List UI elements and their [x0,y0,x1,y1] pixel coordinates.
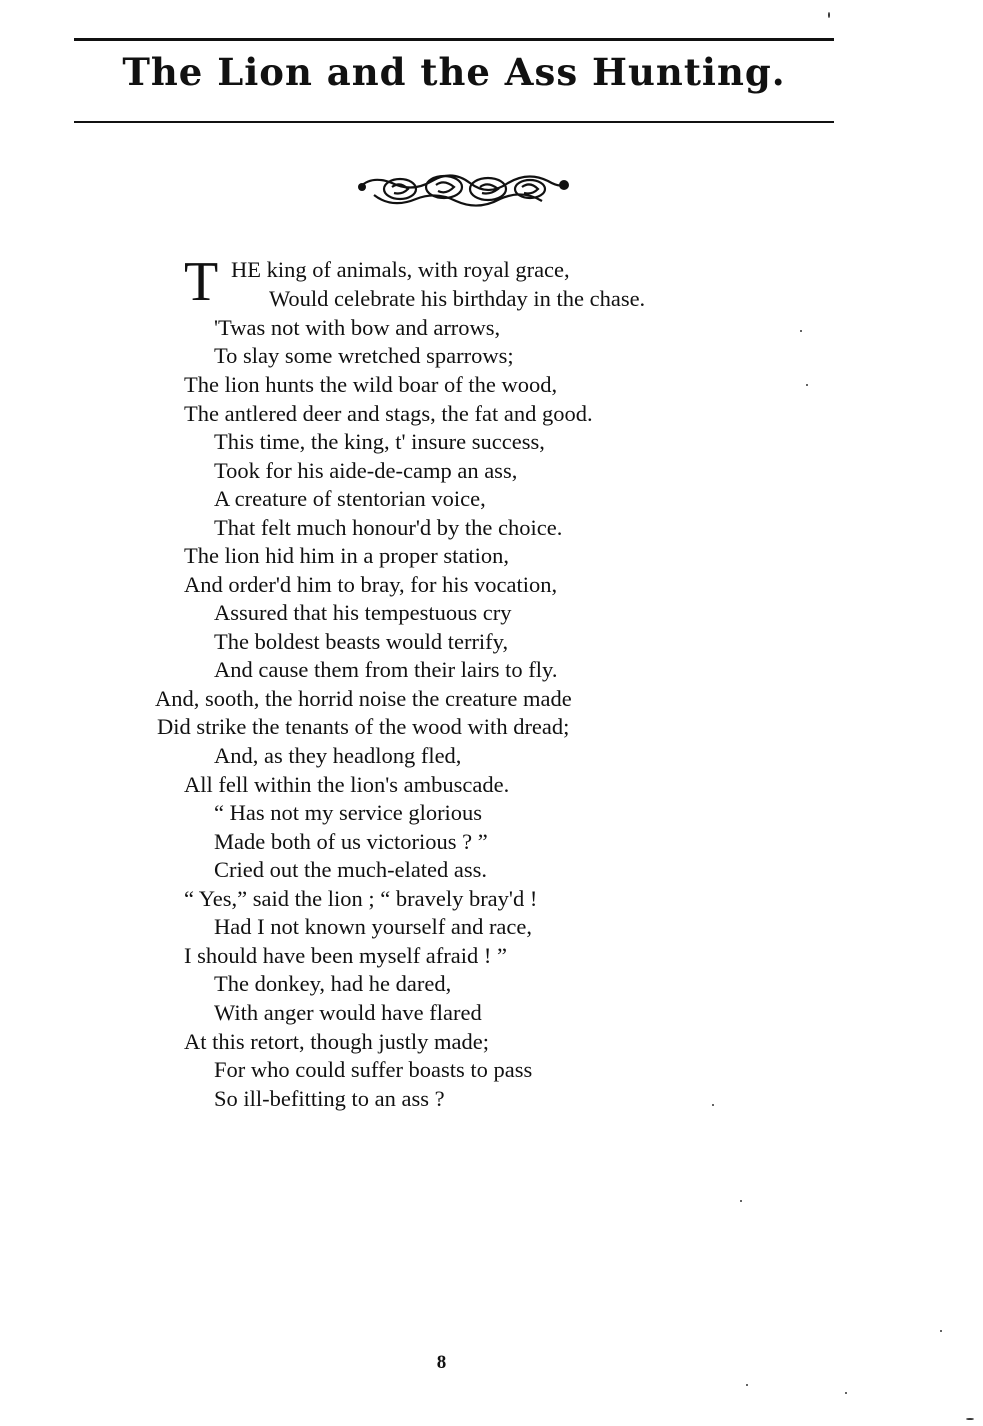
poem-line: Assured that his tempestuous cry [214,600,512,625]
poem-line: “ Yes,” said the lion ; “ bravely bray'd ! [184,886,538,911]
title-underline-rule [74,121,834,123]
scan-speck [806,384,808,386]
poem-line: So ill-befitting to an ass ? [214,1086,445,1111]
scan-speck [712,1104,714,1106]
poem-line: Did strike the tenants of the wood with dread; [157,714,570,739]
scan-speck [966,1418,974,1420]
poem-line: To slay some wretched sparrows; [214,343,514,368]
poem-line: All fell within the lion's ambuscade. [184,772,510,797]
poem-line: And, as they headlong fled, [214,743,462,768]
poem-line: The boldest beasts would terrify, [214,629,509,654]
poem-line: At this retort, though justly made; [184,1029,489,1054]
scan-speck [800,330,802,332]
poem-line: For who could suffer boasts to pass [214,1057,533,1082]
poem-line: The lion hid him in a proper station, [184,543,509,568]
poem-line: A creature of stentorian voice, [214,486,486,511]
poem-line: “ Has not my service glorious [214,800,483,825]
poem-line: HE king of animals, with royal grace, [231,257,570,282]
poem-line: I should have been myself afraid ! ” [184,943,507,968]
poem-line: The donkey, had he dared, [214,971,452,996]
poem-line: Had I not known yourself and race, [214,914,533,939]
poem-line: This time, the king, t' insure success, [214,429,545,454]
poem-line: That felt much honour'd by the choice. [214,515,563,540]
vine-scroll-ornament-icon [352,165,572,215]
top-rule [74,38,834,41]
poem-line: The antlered deer and stags, the fat and good. [184,401,593,426]
scan-speck [746,1384,748,1386]
drop-cap: T [184,251,219,313]
page-number: 8 [436,1352,447,1373]
scan-speck [828,12,830,18]
poem-line: And cause them from their lairs to fly. [214,657,558,682]
poem-line: Took for his aide-de-camp an ass, [214,458,518,483]
page-title: The Lion and the Ass Hunting. [122,50,786,94]
poem-line: Cried out the much-elated ass. [214,857,488,882]
poem-line: And, sooth, the horrid noise the creature made [155,686,572,711]
poem-line: Would celebrate his birthday in the chase. [269,286,646,311]
scan-speck [845,1392,847,1394]
poem-line: And order'd him to bray, for his vocation, [184,572,558,597]
poem-line: The lion hunts the wild boar of the wood, [184,372,558,397]
scan-speck [740,1200,742,1202]
poem-line: With anger would have flared [214,1000,482,1025]
scan-speck [940,1330,942,1332]
poem-line: Made both of us victorious ? ” [214,829,488,854]
poem-line: 'Twas not with bow and arrows, [214,315,501,340]
